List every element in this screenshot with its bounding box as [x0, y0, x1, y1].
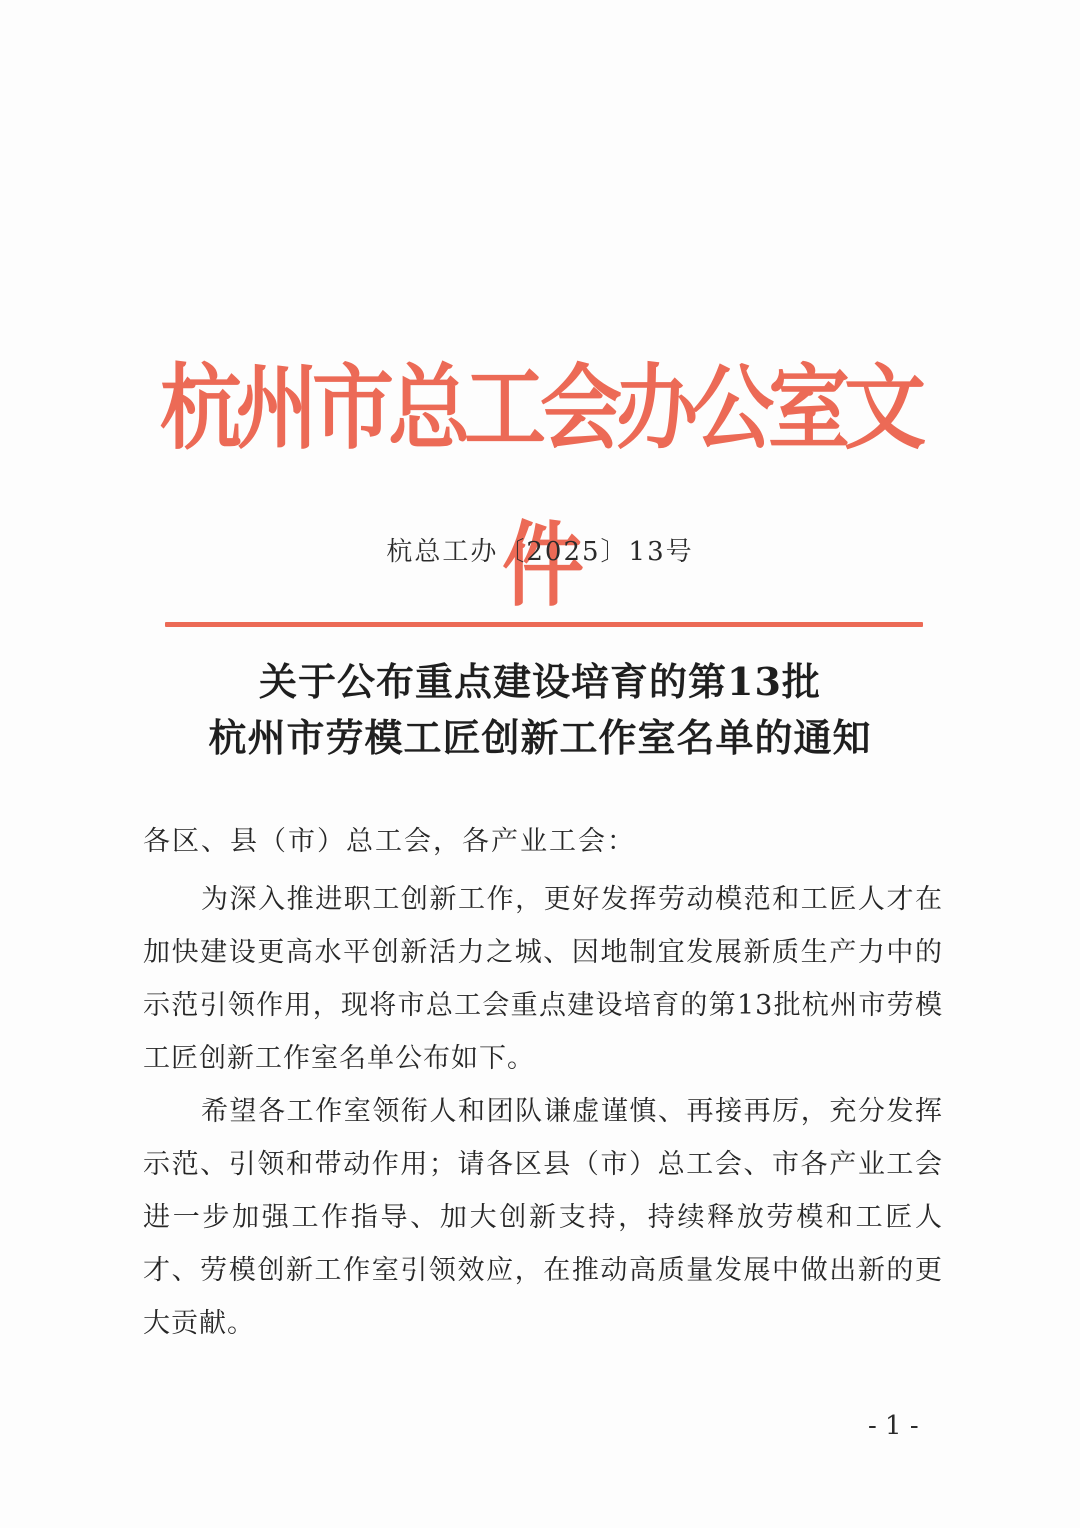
notice-title	[0, 654, 1080, 766]
page-number: - 1 -	[868, 1411, 919, 1441]
masthead-title: 杭州市总工会办公室文件	[159, 356, 920, 620]
document-number: 杭总工办〔2025〕13号	[386, 537, 694, 567]
notice-title-line-2: 杭州市劳模工匠创新工作室名单的通知	[208, 715, 872, 760]
notice-title-line-1: 关于公布重点建设培育的第13批	[259, 659, 821, 704]
body-paragraph-1: 为深入推进职工创新工作，更好发挥劳动模范和工匠人才在加快建设更高水平创新活力之城、因地制宜发展新质生产力中的示范引领作用，现将市总工会重点建设培育的第13批杭州市劳模工匠创新工作室名单公布如下。	[143, 884, 943, 1074]
red-divider-line	[165, 622, 923, 627]
salutation: 各区、县（市）总工会，各产业工会：	[143, 826, 636, 857]
body-paragraph-2: 希望各工作室领衔人和团队谦虚谨慎、再接再厉，充分发挥示范、引领和带动作用；请各区县（市）总工会、市各产业工会进一步加强工作指导、加大创新支持，持续释放劳模和工匠人才、劳模创新工作室引领效应，在推动高质量发展中做出新的更大贡献。	[143, 1096, 943, 1339]
